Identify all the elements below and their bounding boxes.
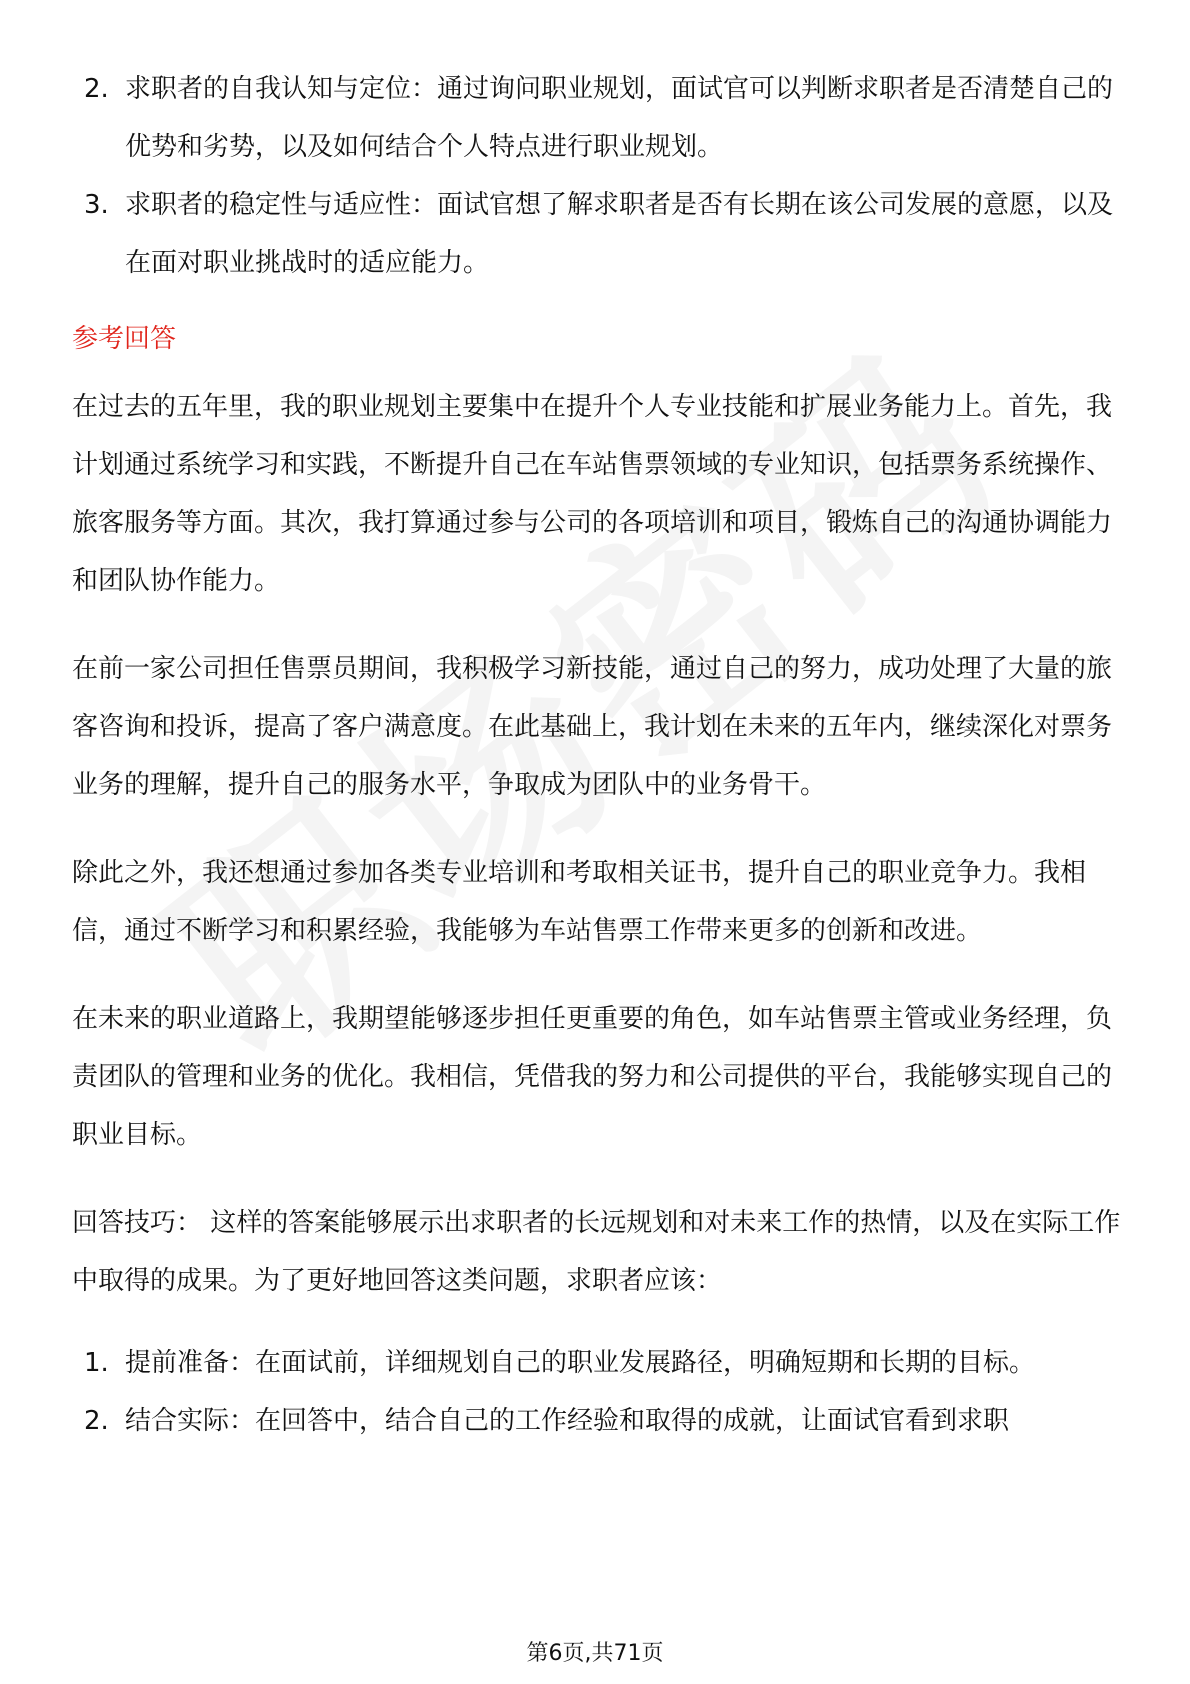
- criteria-list: [72, 60, 1122, 292]
- list-number: 1.: [84, 1348, 109, 1378]
- answer-paragraph: 除此之外，我还想通过参加各类专业培训和考取相关证书，提升自己的职业竞争力。我相信，通过不断学习和积累经验，我能够为车站售票工作带来更多的创新和改进。: [72, 858, 1087, 946]
- list-text: 求职者的自我认知与定位：通过询问职业规划，面试官可以判断求职者是否清楚自己的优势和劣势，以及如何结合个人特点进行职业规划。: [125, 74, 1114, 162]
- tips-paragraph: 回答技巧： 这样的答案能够展示出求职者的长远规划和对未来工作的热情，以及在实际工作中取得的成果。为了更好地回答这类问题，求职者应该：: [72, 1208, 1121, 1296]
- list-number: 2.: [84, 1406, 109, 1436]
- answer-paragraph: 在未来的职业道路上，我期望能够逐步担任更重要的角色，如车站售票主管或业务经理，负责团队的管理和业务的优化。我相信，凭借我的努力和公司提供的平台，我能够实现自己的职业目标。: [72, 1004, 1113, 1150]
- list-text: 结合实际：在回答中，结合自己的工作经验和取得的成就，让面试官看到求职: [125, 1406, 1010, 1436]
- list-item: [72, 60, 1122, 176]
- list-item: [72, 1392, 1122, 1450]
- page-content: [72, 60, 1122, 1450]
- list-number: 2.: [84, 74, 109, 104]
- list-number: 3.: [84, 190, 109, 220]
- list-text: 求职者的稳定性与适应性：面试官想了解求职者是否有长期在该公司发展的意愿，以及在面对职业挑战时的适应能力。: [125, 190, 1114, 278]
- answer-paragraph: 在过去的五年里，我的职业规划主要集中在提升个人专业技能和扩展业务能力上。首先，我计划通过系统学习和实践，不断提升自己在车站售票领域的专业知识，包括票务系统操作、旅客服务等方面。其次，我打算通过参与公司的各项培训和项目，锻炼自己的沟通协调能力和团队协作能力。: [72, 392, 1113, 596]
- page-number-footer: 第6页,共71页: [526, 1641, 664, 1666]
- list-item: [72, 176, 1122, 292]
- list-text: 提前准备：在面试前，详细规划自己的职业发展路径，明确短期和长期的目标。: [125, 1348, 1036, 1378]
- answer-paragraph: 在前一家公司担任售票员期间，我积极学习新技能，通过自己的努力，成功处理了大量的旅客咨询和投诉，提高了客户满意度。在此基础上，我计划在未来的五年内，继续深化对票务业务的理解，提升自己的服务水平，争取成为团队中的业务骨干。: [72, 654, 1113, 800]
- list-item: [72, 1334, 1122, 1392]
- tips-list: [72, 1334, 1122, 1450]
- section-heading: 参考回答: [72, 324, 177, 354]
